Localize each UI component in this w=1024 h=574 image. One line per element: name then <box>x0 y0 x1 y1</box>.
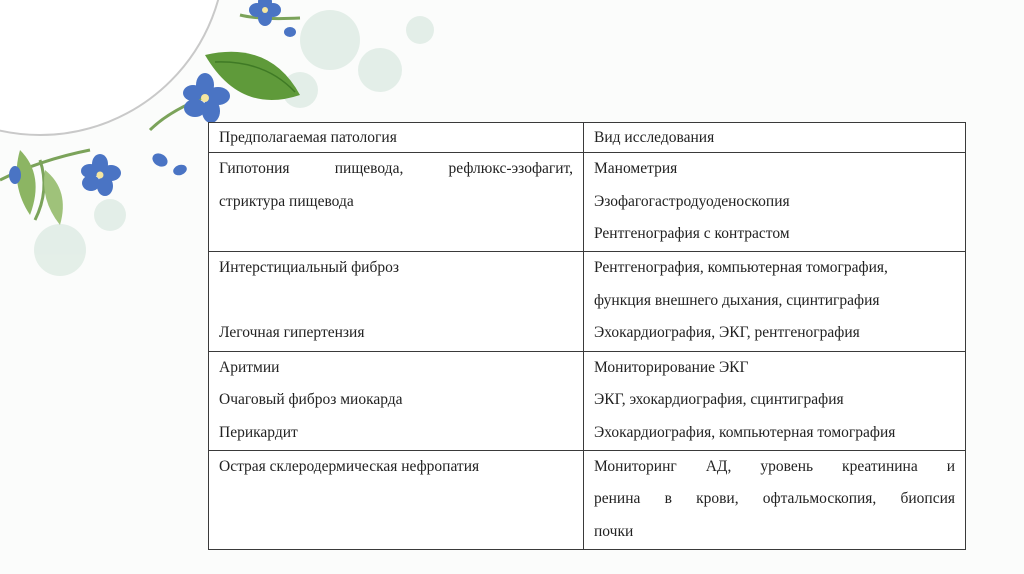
pathology-text: Гипотония пищевода, рефлюкс-эзофагит, <box>219 160 573 177</box>
study-cell <box>584 351 966 450</box>
header-pathology: Предполагаемая патология <box>209 123 584 153</box>
study-text: почки <box>594 522 634 540</box>
study-cell <box>584 450 966 549</box>
pathology-study-table <box>208 122 966 550</box>
pathology-text: Острая склеродермическая нефропатия <box>219 457 480 475</box>
study-text: Рентгенография, компьютерная томография, <box>594 259 888 277</box>
pathology-cell <box>209 450 584 549</box>
study-cell <box>584 153 966 252</box>
pathology-text: стриктура пищевода <box>219 192 354 210</box>
study-text: Мониторинг АД, уровень креатинина и <box>594 457 955 475</box>
table-row <box>209 450 966 549</box>
study-text: Эхокардиография, компьютерная томография <box>594 423 896 441</box>
pathology-text: Аритмии <box>219 358 280 376</box>
study-text: Рентгенография с контрастом <box>594 225 790 242</box>
pathology-text: Интерстициальный фиброз <box>219 259 399 277</box>
pathology-cell <box>209 351 584 450</box>
table-row <box>209 351 966 450</box>
table-row <box>209 252 966 351</box>
study-text: функция внешнего дыхания, сцинтиграфия <box>594 291 880 309</box>
table-row <box>209 153 966 252</box>
study-text: ренина в крови, офтальмоскопия, биопсия <box>594 490 955 508</box>
study-text: Эхокардиография, ЭКГ, рентгенография <box>594 324 860 342</box>
pathology-text: Легочная гипертензия <box>219 324 365 342</box>
table-header-row <box>209 123 966 153</box>
pathology-cell <box>209 153 584 252</box>
pathology-text: Очаговый фиброз миокарда <box>219 391 403 408</box>
pathology-cell <box>209 252 584 351</box>
study-cell <box>584 252 966 351</box>
study-text: Мониторирование ЭКГ <box>594 358 749 376</box>
study-text: Эзофагогастродуоденоскопия <box>594 192 790 210</box>
study-text: ЭКГ, эхокардиография, сцинтиграфия <box>594 391 844 408</box>
study-text: Манометрия <box>594 160 678 177</box>
header-study: Вид исследования <box>584 123 966 153</box>
pathology-text: Перикардит <box>219 423 298 441</box>
